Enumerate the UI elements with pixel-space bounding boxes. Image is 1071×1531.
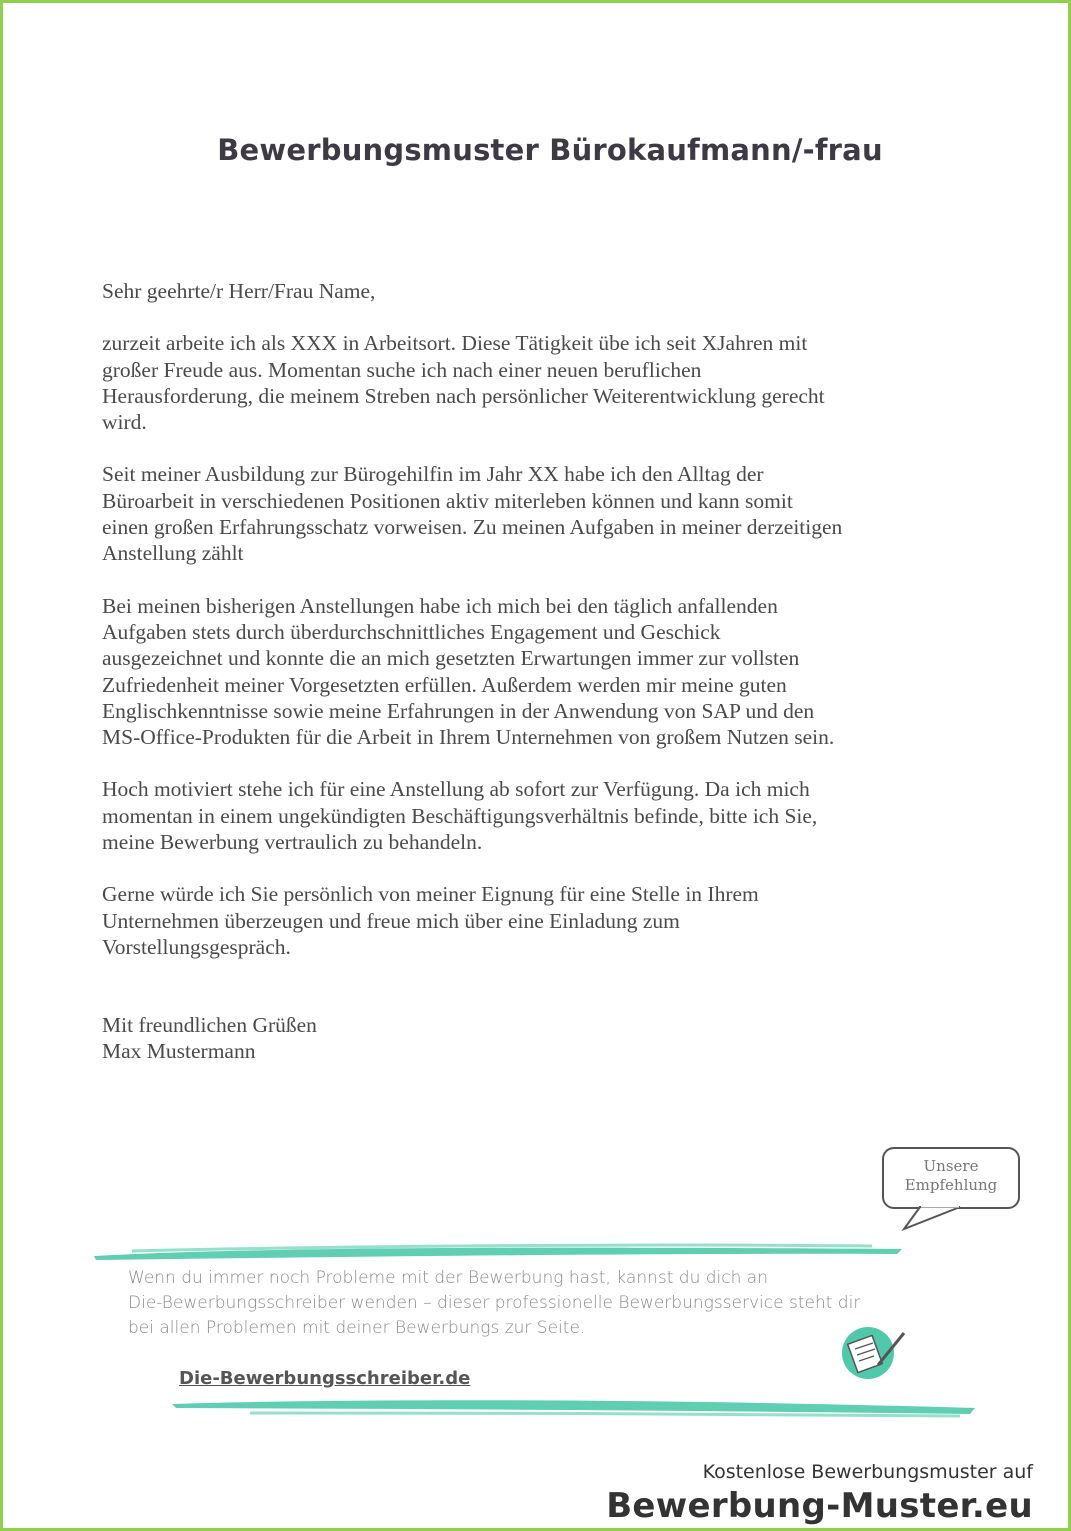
bubble-line-1: Unsere bbox=[923, 1157, 979, 1175]
paragraph-line: MS-Office-Produkten für die Arbeit in Ihrem Unternehmen von großem Nutzen sein. bbox=[102, 725, 835, 750]
paragraph-line: Hoch motiviert stehe ich für eine Anstellung ab sofort zur Verfügung. Da ich mich bbox=[102, 777, 810, 802]
bottom-brush-stroke bbox=[170, 1394, 978, 1420]
paragraph-line: Zufriedenheit meiner Vorgesetzten erfüllen. Außerdem werden mir meine guten bbox=[102, 672, 787, 697]
footer-brand: Bewerbung-Muster.eu bbox=[606, 1486, 1033, 1526]
bubble-line-2: Empfehlung bbox=[904, 1176, 998, 1194]
promo-line: Wenn du immer noch Probleme mit der Bewerbung hast, kannst du dich an bbox=[128, 1268, 768, 1288]
paragraph-line: Gerne würde ich Sie persönlich von meiner Eignung für eine Stelle in Ihrem bbox=[102, 882, 759, 907]
top-brush-stroke bbox=[92, 1240, 907, 1264]
paragraph-line: momentan in einem ungekündigten Beschäftigungsverhältnis befinde, bitte ich Sie, bbox=[102, 803, 818, 828]
bewerbungsschreiber-link[interactable]: Die-Bewerbungsschreiber.de bbox=[179, 1368, 471, 1389]
letter-paragraph bbox=[102, 461, 1002, 566]
paragraph-line: Anstellung zählt bbox=[102, 541, 244, 566]
paragraph-line: Herausforderung, die meinem Streben nach persönlicher Weiterentwicklung gerecht bbox=[102, 383, 825, 408]
paragraph-line: Vorstellungsgespräch. bbox=[102, 934, 291, 959]
letter-paragraph bbox=[102, 593, 1002, 751]
paragraph-line: einen großen Erfahrungsschatz vorweisen. Zu meinen Aufgaben in meiner derzeitigen bbox=[102, 515, 843, 540]
paragraph-line: Seit meiner Ausbildung zur Bürogehilfin im Jahr XX habe ich den Alltag der bbox=[102, 462, 764, 487]
signoff bbox=[102, 1012, 317, 1065]
paragraph-list bbox=[102, 330, 1002, 960]
paragraph-line: Aufgaben stets durch überdurchschnittliches Engagement und Geschick bbox=[102, 619, 721, 644]
salutation bbox=[102, 278, 1002, 304]
letter-body bbox=[102, 278, 1002, 986]
paragraph-line: meine Bewerbung vertraulich zu behandeln. bbox=[102, 830, 483, 855]
signature-name: Max Mustermann bbox=[102, 1039, 256, 1064]
paragraph-line: Büroarbeit in verschiedenen Positionen aktiv miterleben können und kann somit bbox=[102, 488, 793, 513]
paragraph-line: Bei meinen bisherigen Anstellungen habe ich mich bei den täglich anfallenden bbox=[102, 593, 778, 618]
paragraph-line: großer Freude aus. Momentan suche ich nach einer neuen beruflichen bbox=[102, 357, 702, 382]
bubble-tail-icon bbox=[900, 1205, 970, 1231]
paragraph-line: Englischkenntnisse sowie meine Erfahrungen in der Anwendung von SAP und den bbox=[102, 698, 815, 723]
paragraph-line: zurzeit arbeite ich als XXX in Arbeitsort. Diese Tätigkeit übe ich seit XJahren mit bbox=[102, 331, 808, 356]
letter-paragraph bbox=[102, 776, 1002, 855]
letter-paragraph bbox=[102, 330, 1002, 435]
letter-paragraph bbox=[102, 881, 1002, 960]
promo-line: Die-Bewerbungsschreiber wenden – dieser professionelle Bewerbungsservice steht dir bbox=[128, 1293, 861, 1313]
paragraph-line: ausgezeichnet und konnte die an mich gesetzten Erwartungen immer zur vollsten bbox=[102, 646, 800, 671]
closing: Mit freundlichen Grüßen bbox=[102, 1013, 317, 1037]
salutation-text: Sehr geehrte/r Herr/Frau Name, bbox=[102, 279, 376, 303]
recommendation-bubble bbox=[882, 1147, 1020, 1209]
document-title: Bewerbungsmuster Bürokaufmann/-frau bbox=[217, 133, 883, 167]
footer-tagline: Kostenlose Bewerbungsmuster auf bbox=[702, 1461, 1033, 1483]
promo-line: bei allen Problemen mit deiner Bewerbungs zur Seite. bbox=[128, 1318, 586, 1338]
paragraph-line: wird. bbox=[102, 410, 147, 435]
paragraph-line: Unternehmen überzeugen und freue mich über eine Einladung zum bbox=[102, 908, 680, 933]
document-pen-icon bbox=[838, 1327, 908, 1383]
